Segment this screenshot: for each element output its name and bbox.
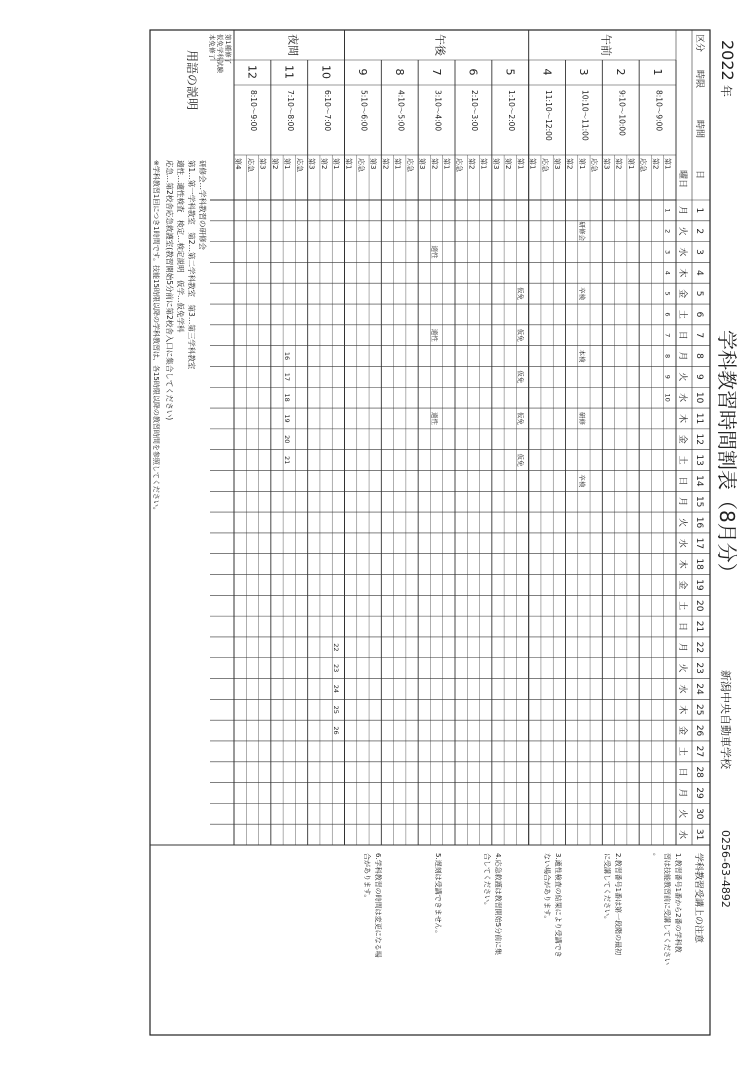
room-label: 第1 [663,158,672,170]
weekday: 水 [677,247,687,257]
weekday: 火 [677,663,687,673]
period-time: 8:10〜9:00 [654,90,664,132]
day-number: 28 [694,766,704,778]
schedule-cell: 仮免 [516,287,525,301]
period-time: 8:10〜9:00 [249,90,259,132]
weekday: 日 [677,330,687,340]
period-time: 10:10〜11:00 [580,90,590,141]
weekday: 月 [677,642,687,652]
schedule-cell: 19 [283,414,292,423]
room-label: 第1 [528,158,537,170]
day-number: 7 [694,332,704,339]
section-label: 午前 [599,34,613,56]
schedule-cell: 20 [283,435,292,444]
year-suffix: 年 [719,85,733,98]
weekday: 火 [677,809,687,819]
schedule-cell: 17 [283,372,292,381]
room-label: 第1 [577,158,586,170]
weekday: 日 [677,767,687,777]
period-time: 11:10〜12:00 [543,90,553,141]
period-time: 7:10〜8:00 [286,90,296,132]
day-number: 3 [694,249,704,255]
period-number: 2 [614,68,628,76]
room-label: 第2 [430,158,439,170]
section-label: 午後 [433,34,447,56]
room-label: 第2 [614,158,623,170]
weekday: 火 [677,372,687,382]
room-label: 第2 [381,158,390,170]
room-label: 第3 [369,158,378,170]
day-number: 18 [694,558,704,570]
period-time: 2:10〜3:00 [470,90,480,132]
day-number: 24 [694,683,704,695]
room-label: 第1 [516,158,525,170]
day-number: 12 [694,433,704,446]
schedule-cell: 仮免 [516,370,525,384]
day-number: 2 [694,228,704,235]
room-label: 応急 [639,158,648,172]
period-number: 6 [466,68,480,76]
room-label: 第2 [504,158,513,170]
weekday: 木 [677,413,687,423]
notes-line: 5.遅刻は受講できません。 [434,853,442,938]
schedule-cell: 18 [283,393,292,402]
schedule-cell: 5 [663,291,672,296]
room-label: 応急 [356,158,365,172]
period-number: 11 [282,65,296,79]
notes-line: ない場合があります。 [543,853,551,923]
room-label: 第2 [467,158,476,170]
day-number: 25 [694,704,704,716]
notes-heading: 学科教習受講上の注意 [693,853,703,944]
day-number: 22 [694,641,704,654]
day-number: 19 [694,579,704,591]
day-number: 8 [694,353,704,359]
schedule-cell: 仮免 [516,453,525,467]
schedule-cell: 16 [283,351,292,361]
weekday: 水 [677,684,687,694]
room-label: 応急 [295,158,304,172]
room-label: 第1 [283,158,292,170]
legend-line: 適性…適性検査 検定…検定説明 仮学…仮免学科 [176,160,185,333]
room-label: 第3 [418,158,427,170]
period-time: 3:10〜4:00 [433,90,443,132]
period-number: 4 [540,68,554,76]
main-title: 学科教習時間割表（8月分） [715,330,739,583]
day-number: 14 [694,475,704,487]
notes-line: 合してください。 [483,853,491,909]
room-label: 第1 [479,158,488,170]
kubun-label: 区分 [694,34,704,53]
notes-line: 4.応急救護は教習開始5分前に集 [494,853,502,956]
room-label: 第1 [626,158,635,170]
legend-bottom: ※学科教習1回につき1時間です。技能15時限以降の学科教習は、各15時限以降の教習時間を参照してください。 [152,160,160,514]
extra-row-label: 本免修了 [208,34,216,60]
schedule-cell: 9 [663,374,672,379]
jikan-label: 時間 [694,120,704,139]
notes-line: 3.適性検査の結果により受講でき [554,853,562,958]
notes-line: 2.教習番号1番は第一段階の最初 [614,853,622,956]
day-number: 11 [694,412,704,425]
weekday: 木 [677,705,687,715]
day-number: 15 [694,495,704,508]
weekday: 金 [677,289,687,299]
room-label: 第1 [344,158,353,170]
period-number: 3 [577,68,591,76]
day-number: 26 [694,724,704,737]
schedule-cell: 仮免 [516,328,525,342]
room-label: 第1 [442,158,451,170]
jigen-label: 時限 [694,70,704,89]
period-number: 8 [393,68,407,76]
room-label: 応急 [246,158,255,172]
notes-line: 習は技能教習前に受講してください [663,853,671,965]
period-number: 12 [245,65,259,79]
rotated-content [150,30,739,1035]
room-label: 応急 [405,158,414,172]
notes-line: 。 [652,853,660,860]
schedule-cell: 研修会 [577,221,586,241]
weekday: 月 [677,497,687,507]
room-label: 第2 [270,158,279,170]
weekday: 水 [677,538,687,548]
weekday: 木 [677,559,687,569]
day-number: 30 [694,808,704,820]
weekday: 月 [677,788,687,798]
schedule-cell: 適性 [430,328,439,342]
legend-line: 応急…第2校舎応急救護室(教習開始5分前に第2校舎入口に集合してください) [165,160,174,421]
weekday: 火 [677,517,687,528]
period-number: 5 [503,68,517,76]
period-time: 5:10〜6:00 [359,90,369,132]
day-number: 23 [694,662,704,674]
period-number: 9 [356,68,370,76]
room-label: 第3 [307,158,316,170]
weekday: 月 [677,205,687,215]
notes-line: に受講してください。 [603,853,611,923]
weekday: 土 [677,746,687,756]
weekday: 金 [677,580,687,590]
extra-row-label: 第1種修了 [224,34,232,65]
schedule-cell: 1 [663,208,672,213]
weekday: 金 [677,434,687,444]
day-number: 10 [694,391,704,404]
room-label: 第4 [234,158,242,170]
weekday: 日 [677,622,687,632]
period-number: 10 [319,65,333,79]
schedule-cell: 卒検 [577,287,586,301]
room-label: 第3 [602,158,611,170]
schedule-cell: 適性 [430,411,439,425]
day-number: 5 [694,290,704,297]
weekday: 金 [677,726,687,736]
period-time: 1:10〜2:00 [507,90,517,132]
room-label: 第3 [491,158,500,170]
weekday: 水 [677,830,687,840]
schedule-cell: 本検 [577,349,586,363]
schedule-cell: 23 [332,664,341,673]
day-number: 27 [694,745,704,758]
period-time: 4:10〜5:00 [396,90,406,132]
day-label: 日 [694,170,704,180]
notes-line: 6.学科教習の時間は変更になる場 [374,853,382,958]
schedule-cell: 3 [663,249,672,255]
year-text: 2022 [718,40,737,81]
weekday: 月 [677,351,687,361]
school-name: 新潟中央自動車学校 [719,670,732,769]
room-label: 第2 [651,158,660,170]
room-label: 応急 [455,158,463,172]
room-label: 第3 [553,158,562,170]
youbi-label: 曜日 [677,170,687,189]
schedule-cell: 21 [283,455,292,465]
day-number: 4 [694,269,704,276]
room-label: 第1 [393,158,402,170]
notes-line: 1.教習番号1番から2番の学科教 [674,853,682,953]
legend-line: 研修会…学科教習の研修会 [198,160,207,250]
period-time: 6:10〜7:00 [322,90,332,132]
day-number: 21 [694,620,704,633]
weekday: 日 [677,476,687,486]
room-label: 応急 [590,158,599,172]
day-number: 29 [694,787,704,799]
weekday: 土 [677,309,687,319]
legend-heading: 用語の説明 [185,50,199,111]
weekday: 木 [677,268,687,278]
day-number: 9 [694,373,704,380]
schedule-cell: 24 [332,684,341,694]
section-label: 夜間 [286,34,300,56]
day-number: 1 [694,207,704,214]
schedule-cell: 2 [663,229,672,234]
day-number: 31 [694,828,704,841]
period-number: 1 [650,68,664,76]
room-label: 第1 [332,158,341,170]
weekday: 水 [677,393,687,403]
day-number: 20 [694,599,704,612]
weekday: 土 [677,601,687,611]
schedule-cell: 卒検 [577,474,586,488]
schedule-cell: 仮免 [516,411,525,425]
room-label: 第3 [258,158,267,170]
schedule-cell: 4 [663,270,672,275]
room-label: 応急 [540,158,549,172]
schedule-cell: 適性 [430,245,439,259]
period-number: 7 [429,68,443,76]
notes-line: 合があります。 [363,853,371,902]
day-number: 17 [694,537,704,550]
day-number: 16 [694,516,704,529]
day-number: 13 [694,454,704,466]
room-label: 第2 [319,158,328,170]
schedule-cell: 25 [332,705,341,714]
legend-line: 第1…第一学科教室 第2…第二学科教室 第3…第三学科教室 [187,160,196,370]
schedule-cell: 10 [663,393,672,402]
room-label: 第2 [565,158,574,170]
period-time: 9:10〜10:00 [617,90,627,136]
schedule-cell: 26 [332,726,341,735]
weekday: 火 [677,226,687,236]
extra-row-label: 仮免学科試験 [216,34,224,73]
schedule-cell: 22 [332,643,341,652]
schedule-cell: 7 [663,333,672,338]
schedule-cell: 6 [663,312,672,317]
phone-number: 0256-63-4892 [719,830,732,908]
weekday: 土 [677,455,687,465]
schedule-cell: 研修 [577,411,586,425]
schedule-cell: 8 [663,353,672,359]
day-number: 6 [694,311,704,318]
